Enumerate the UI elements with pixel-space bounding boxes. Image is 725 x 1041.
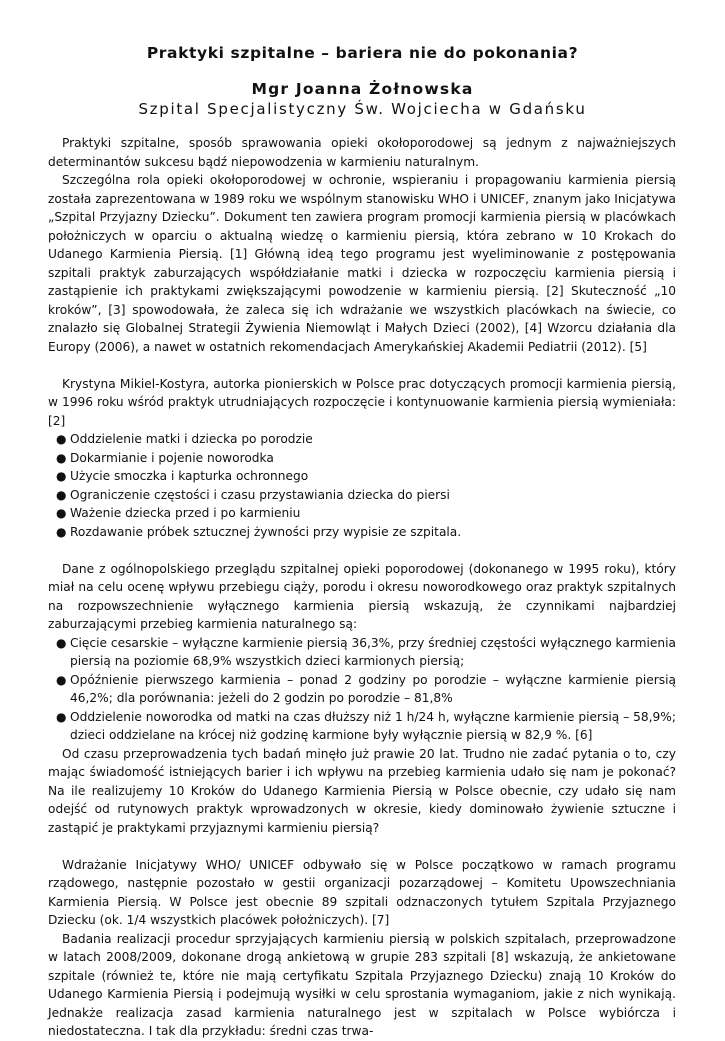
bullet-icon: ● [56, 506, 67, 520]
bullet-icon: ● [56, 672, 67, 687]
paragraph-spacer [48, 837, 676, 856]
bullet-icon: ● [56, 635, 67, 650]
bullet-icon: ● [56, 709, 67, 724]
list-item: ● Dokarmianie i pojenie noworodka [48, 449, 676, 468]
bullet-icon: ● [56, 469, 67, 483]
article-body [48, 134, 676, 1041]
article-title: Praktyki szpitalne – bariera nie do pokonania? [146, 44, 579, 62]
list-item: ● Rozdawanie próbek sztucznej żywności przy wypisie ze szpitala. [48, 523, 676, 542]
paragraph: Od czasu przeprowadzenia tych badań minęło już prawie 20 lat. Trudno nie zadać pytania o to, czy mając świadomość istniejących barier i ich wpływu na przebieg karmienia udało się nam je pokonać? Na ile realizujemy 10 Kroków do Udanego Karmienia Piersią w Polsce obecnie, czy udało się nam odejść od rutynowych praktyk wprowadzonych w okresie, kiedy dominowało żywienie sztuczne i zastąpić je praktykami przyjaznymi karmieniu piersią? [48, 746, 676, 835]
paragraph: Praktyki szpitalne, sposób sprawowania opieki okołoporodowej są jednym z najważniejszych determinantów sukcesu bądź niepowodzenia w karmieniu naturalnym. [48, 136, 676, 169]
paragraph: Szczególna rola opieki okołoporodowej w ochronie, wspieraniu i propagowaniu karmienia piersią została zaprezentowana w 1989 roku we wspólnym stanowisku WHO i UNICEF, znanym jako Inicjatywa „Szpital Przyjazny Dziecku”. Dokument ten zawiera program promocji karmienia piersią w placówkach położniczych w oparciu o aktualną wiedzę o karmieniu piersią, która zebrano w 10 Krokach do Udanego Karmienia Piersią. [1] Główną ideą tego programu jest wyeliminowanie z postępowania szpitali praktyk zaburzających współdziałanie matki i dziecka w rozpoczęciu karmienia piersią i zastąpienie ich praktykami zwiększającymi powodzenie w karmieniu piersią. [2] Skuteczność „10 kroków”, [3] spowodowała, że zaleca się ich wdrażanie we wszystkich placówkach na świecie, co znalazło się Globalnej Strategii Żywienia Niemowląt i Małych Dzieci (2002), [4] Wzorcu działania dla Europy (2006), a nawet w ostatnich rekomendacjach Amerykańskiej Akademii Pediatrii (2012). [5] [48, 173, 676, 354]
list-item: ● Oddzielenie noworodka od matki na czas dłuższy niż 1 h/24 h, wyłączne karmienie piersią – 58,9%; dzieci oddzielane na krócej niż godzinę karmione były wyłącznie piersią w 82,9 %. [6] [56, 709, 676, 742]
author-name: Mgr Joanna Żołnowska [251, 80, 474, 98]
bullet-list [48, 430, 676, 541]
bullet-icon: ● [56, 524, 67, 539]
bullet-icon: ● [56, 432, 67, 446]
bullet-icon: ● [56, 487, 67, 502]
paragraph: Dane z ogólnopolskiego przeglądu szpitalnej opieki poporodowej (dokonanego w 1995 roku), który miał na celu ocenę wpływu przebiegu ciąży, porodu i okresu noworodkowego oraz praktyk szpitalnych na rozpowszechnienie wyłącznego karmienia piersią wskazują, że czynnikami najbardziej zaburzającymi przebieg karmienia naturalnego są: [48, 561, 676, 631]
list-item: ● Ważenie dziecka przed i po karmieniu [48, 504, 676, 523]
list-item: ● Cięcie cesarskie – wyłączne karmienie piersią 36,3%, przy średniej częstości wyłącznego karmienia piersią na poziomie 68,9% wszystkich dzieci karmionych piersią; [56, 635, 676, 668]
paragraph: Badania realizacji procedur sprzyjających karmieniu piersią w polskich szpitalach, przeprowadzone w latach 2008/2009, dokonane drogą ankietową w grupie 283 szpitali [8] wskazują, że ankietowane szpitale (również te, które nie mają certyfikatu Szpitala Przyjaznego Dziecku) znają 10 Kroków do Udanego Karmienia Piersią i podejmują wysiłki w celu sprostania wymaganiom, jakie z nich wynikają. Jednakże realizacja zasad karmienia naturalnego jest w szpitalach w Polsce wybiórcza i niedostateczna. I tak dla przykładu: średni czas trwa- [48, 931, 676, 1038]
list-item: ● Ograniczenie częstości i czasu przystawiania dziecka do piersi [48, 486, 676, 505]
paragraph-spacer [48, 541, 676, 560]
paragraph-spacer [48, 356, 676, 375]
list-item: ● Opóźnienie pierwszego karmienia – ponad 2 godziny po porodzie – wyłączne karmienie piersią 46,2%; dla porównania: jeżeli do 2 godzin po porodzie – 81,8% [56, 672, 676, 705]
paragraph: Krystyna Mikiel-Kostyra, autorka pionierskich w Polsce prac dotyczących promocji karmienia piersią, w 1996 roku wśród praktyk utrudniających rozpoczęcie i kontynuowanie karmienia piersią wymieniała: [2] [48, 376, 676, 428]
bullet-icon: ● [56, 450, 67, 465]
list-item: ● Oddzielenie matki i dziecka po porodzie [48, 430, 676, 449]
paragraph: Wdrażanie Inicjatywy WHO/ UNICEF odbywało się w Polsce początkowo w ramach programu rządowego, następnie pozostało w gestii organizacji pozarządowej – Komitetu Upowszechniania Karmienia Piersią. W Polsce jest obecnie 89 szpitali odznaczonych tytułem Szpitala Przyjaznego Dziecku (ok. 1/4 wszystkich placówek położniczych). [7] [48, 857, 676, 927]
author-affiliation: Szpital Specjalistyczny Św. Wojciecha w Gdańsku [138, 100, 587, 118]
bullet-list [48, 634, 676, 745]
list-item: ● Użycie smoczka i kapturka ochronnego [48, 467, 676, 486]
